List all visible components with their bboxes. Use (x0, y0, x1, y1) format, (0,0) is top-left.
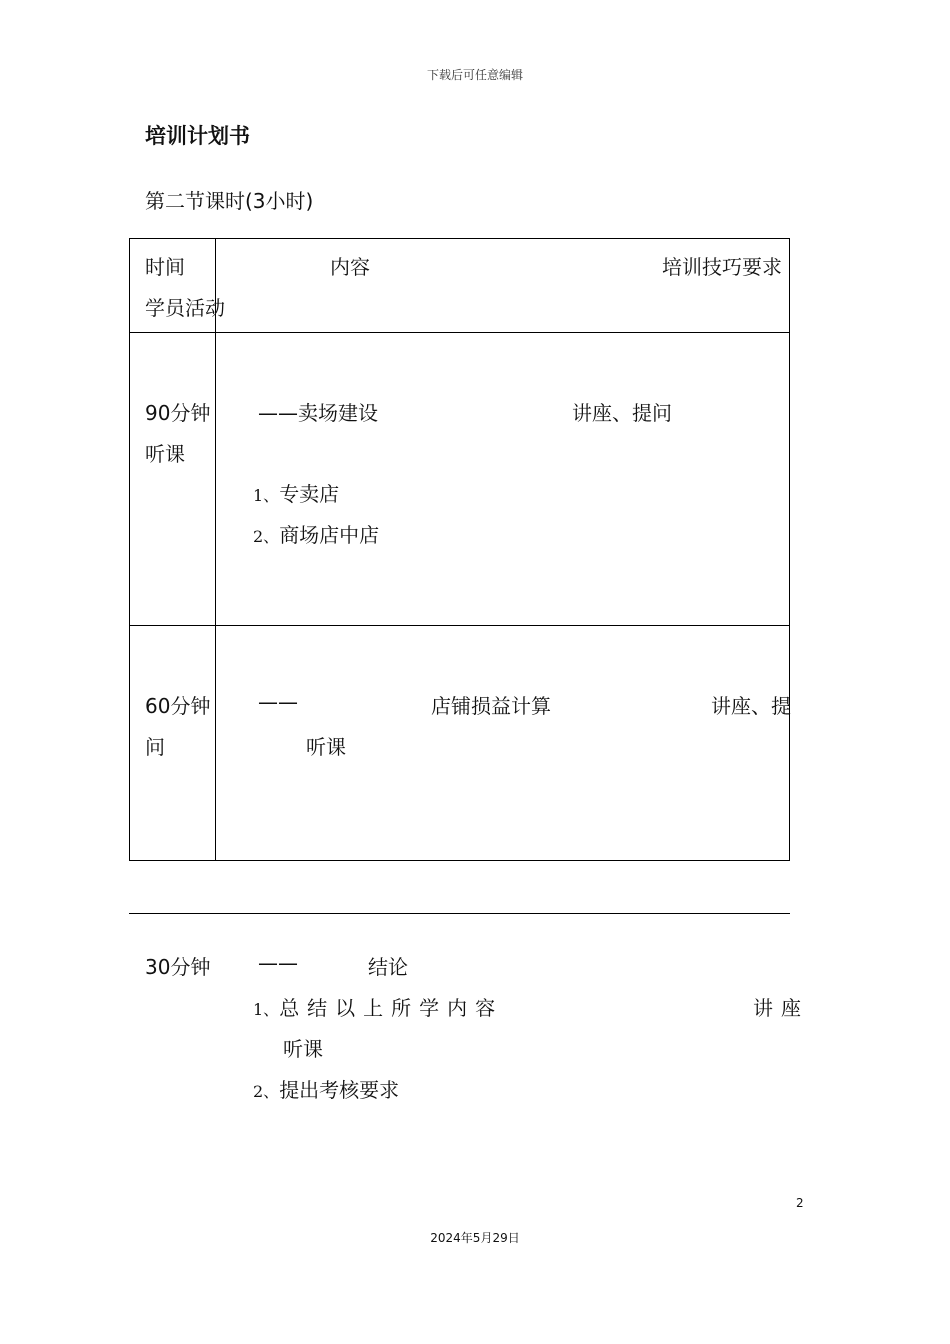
section3-activity: 听课 (283, 1037, 323, 1061)
section3-skill: 讲座 (753, 996, 809, 1020)
section3-dash: —— (258, 951, 298, 975)
list-item (253, 992, 503, 1021)
table-border-left (129, 238, 130, 861)
table-border-top (129, 238, 790, 239)
table-border-bottom (129, 860, 790, 861)
row1-time: 90分钟 (145, 401, 211, 425)
table-head-time: 时间 (145, 255, 185, 279)
table-row-divider-1 (129, 332, 790, 333)
section3-content: 结论 (368, 955, 408, 979)
list-item-text: 总结以上所学内容 (279, 996, 504, 1020)
list-item-text: 商场店中店 (279, 523, 380, 547)
list-item (253, 478, 339, 507)
document-title: 培训计划书 (145, 124, 250, 148)
row2-skill: 讲座、提 (711, 694, 791, 718)
row2-content: 店铺损益计算 (431, 694, 551, 718)
row1-content: ——卖场建设 (258, 401, 378, 425)
list-item (253, 519, 379, 548)
list-item-number: 2、 (253, 527, 280, 546)
section-subtitle: 第二节课时(3小时) (145, 189, 314, 213)
row1-activity: 听课 (145, 442, 185, 466)
list-item-number: 2、 (253, 1082, 280, 1101)
page-header-note: 下载后可任意编辑 (426, 68, 523, 82)
list-item (253, 1074, 399, 1103)
list-item-number: 1、 (253, 1000, 280, 1019)
table-head-activity: 学员活动 (145, 296, 225, 320)
table-row-divider-2 (129, 625, 790, 626)
row2-skill-continued: 问 (145, 735, 165, 759)
footer-date: 2024年5月29日 (430, 1231, 520, 1245)
list-item-number: 1、 (253, 486, 280, 505)
row2-dash: —— (258, 690, 298, 714)
page-number: 2 (796, 1196, 804, 1210)
row2-activity: 听课 (306, 735, 346, 759)
table-head-skill: 培训技巧要求 (662, 255, 782, 279)
row2-time: 60分钟 (145, 694, 211, 718)
table-border-right (789, 238, 790, 861)
section-divider (129, 913, 790, 914)
section3-time: 30分钟 (145, 955, 211, 979)
table-head-content: 内容 (330, 255, 370, 279)
list-item-text: 提出考核要求 (279, 1078, 400, 1102)
table-column-divider (215, 238, 216, 861)
list-item-text: 专卖店 (279, 482, 340, 506)
row1-skill: 讲座、提问 (572, 401, 672, 425)
